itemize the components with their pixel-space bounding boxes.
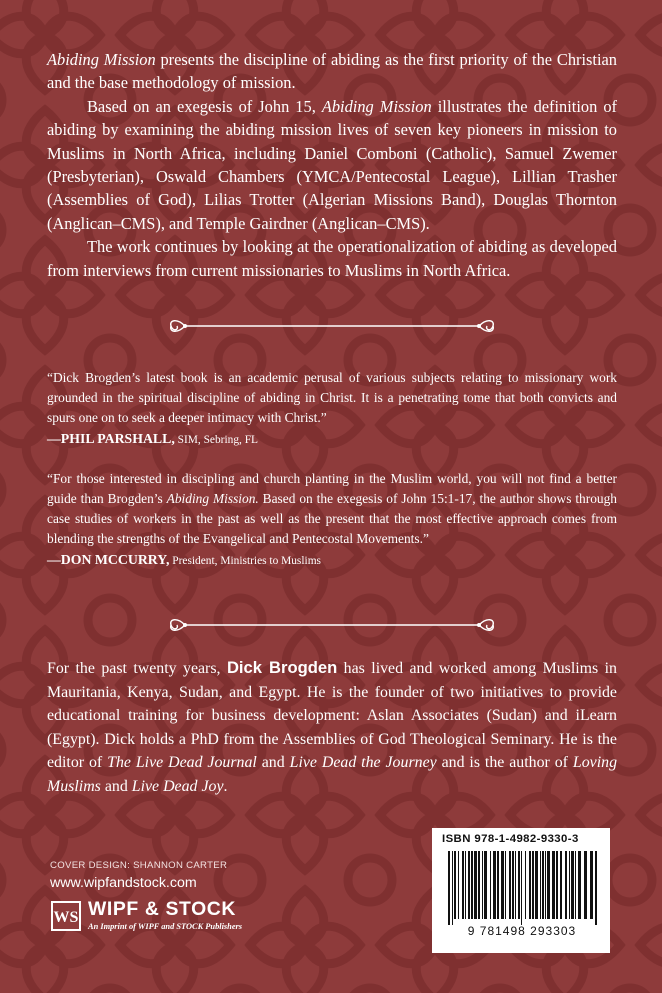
book-description [47,48,617,282]
barcode-bar [525,851,526,919]
endorser-role: President, Ministries to Muslims [169,555,321,567]
barcode-bar [575,851,576,919]
barcode-bar [545,851,546,919]
barcode-bar [569,851,570,919]
publisher-website[interactable]: www.wipfandstock.com [50,875,197,891]
barcode-bar [540,851,541,919]
barcode-bar [571,851,574,919]
barcode-bar [535,851,538,919]
barcode-bar [474,851,477,919]
barcode-bar [542,851,544,919]
description-paragraph-3: The work continues by looking at the operationalization of abiding as developed from interviews from current missionaries to Muslims in North Africa. [47,237,617,280]
barcode-bar [560,851,562,919]
barcode-bar [547,851,550,919]
barcode-bar [552,851,555,919]
endorsement-text: “For those interested in discipling and church planting in the Muslim world, you will not find a better guide than Brogden’s Abiding Mission. Based on the exegesis of John 15:1-17, the author shows through case studies of workers in the past as well as the present that the most effective approach comes from blending the strengths of the Evangelical and Pentecostal Movements.” [47,471,617,546]
ornament-divider [165,614,499,636]
ornament-divider [165,315,499,337]
barcode-bar [556,851,558,919]
book-title: Abiding Mission [47,50,156,69]
barcode-bar [478,851,480,919]
book-title: Abiding Mission. [166,491,259,506]
barcode-bar [482,851,483,919]
barcode-bar [512,851,514,919]
barcode-bar [458,851,459,919]
barcode-bar [505,851,506,919]
barcode-bars [442,851,602,937]
author-name: Dick Brogden [226,658,338,677]
endorser-name: —DON MCCURRY, [47,552,170,567]
barcode-bar [490,851,491,919]
barcode-bar [565,851,567,919]
author-bio: For the past twenty years, Dick Brogden has lived and worked among Muslims in Mauritania, Kenya, Sudan, and Egypt. He is the founder of two initiatives to provide educational training for business development: Aslan Associates (Sudan) and iLearn (Egypt). Dick holds a PhD from the Assemblies of God Theological Seminary. He is the editor of The Live Dead Journal and Live Dead the Journey and is the author of Loving Muslims and Live Dead Joy. [47,658,618,795]
description-paragraph-1: Abiding Mission presents the discipline of abiding as the first priority of the Christian and the base methodology of mission. [47,50,617,93]
isbn-label: ISBN 978-1-4982-9330-3 [442,833,579,845]
barcode-bar [521,851,522,925]
endorsement-2 [47,469,617,571]
endorsement-1 [47,368,617,450]
barcode-digits: 9 781498 293303 [467,924,577,937]
barcode-bar [578,851,581,919]
publisher-logo-icon [50,900,82,932]
barcode-bar [501,851,504,919]
description-paragraph-2: Based on an exegesis of John 15, Abiding Mission illustrates the definition of abiding by examining the abiding mission lives of seven key pioneers in mission to Muslims in North Africa, including Daniel Comboni (Catholic), Samuel Zwemer (Presbyterian), Oswald Chambers (YMCA/Pentecostal League), Lillian Trasher (Assemblies of God), Lilias Trotter (Algerian Missions Band), Douglas Thornton (Anglican–CMS), and Temple Gairdner (Anglican–CMS). [47,96,618,233]
barcode-bar [532,851,534,919]
barcode-bar [584,851,587,919]
barcode-bar [452,851,453,925]
publisher-name: WIPF & STOCK [88,898,236,920]
barcode-bar [468,851,470,919]
publisher-tagline: An Imprint of WIPF and STOCK Publishers [88,922,243,931]
barcode-bar [462,851,464,919]
barcode-bar [509,851,511,919]
book-title: Abiding Mission [321,96,432,116]
isbn-barcode [432,828,610,953]
endorser-role: SIM, Sebring, FL [174,434,259,446]
endorsement-attribution [47,429,617,450]
barcode-bar [497,851,499,919]
endorsement-text: “Dick Brogden’s latest book is an academic perusal of various subjects relating to missionary work grounded in the spiritual discipline of abiding in Christ. It is a penetrating tome that both convicts and spurs one on to seek a deeper intimacy with Christ.” [47,370,617,425]
barcode-bar [515,851,516,919]
barcode-bar [590,851,593,919]
barcode-bar [471,851,473,919]
barcode-bar [518,851,520,919]
endorsement-attribution [47,550,617,571]
barcode-bar [529,851,531,919]
barcode-bar [465,851,466,919]
barcode-bar [595,851,597,925]
svg-text:WS: WS [53,909,79,926]
endorser-name: —PHIL PARSHALL, [47,431,175,446]
cover-design-credit: COVER DESIGN: SHANNON CARTER [50,860,228,871]
barcode-bar [493,851,496,919]
barcode-bar [448,851,450,925]
barcode-bar [454,851,456,919]
barcode-bar [484,851,487,919]
